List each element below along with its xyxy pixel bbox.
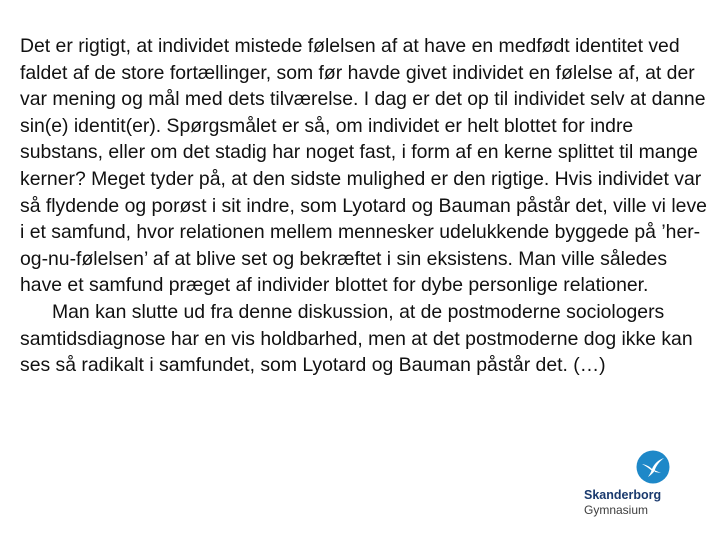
logo-subtitle: Gymnasium bbox=[584, 503, 649, 517]
paragraph-2: Man kan slutte ud fra denne diskussion, at de postmoderne sociologers samtidsdiagnose har en vis holdbarhed, men at det postmoderne dog ikke kan ses så radikalt i samfundet, som Lyotard og Bauman påstår det. (…) bbox=[20, 300, 693, 377]
swallow-bird-icon bbox=[636, 450, 670, 484]
paragraph-1: Det er rigtigt, at individet mistede følelsen af at have en medfødt identitet ved faldet af de store fortællinger, som før havde givet individet en følelse af, at der var mening og mål med dets tilværelse. I dag er det op til individet selv at danne sin(e) identit(er). Spørgsmålet er så, om individet er helt blottet for indre substans, eller om det stadig har noget fast, i form af en kerne splittet til mange kerner? Meget tyder på, at den sidste mulighed er den rigtige. Hvis individet var så flydende og porøst i sit indre, som Lyotard og Bauman påstår det, ville vi leve i et samfund, hvor relationen mellem mennesker udelukkende byggede på ’her-og-nu-følelsen’ af at blive set og bekræftet i sin eksistens. Man ville således have et samfund præget af individer blottet for dybe personlige relationer. bbox=[20, 35, 707, 297]
logo-name: Skanderborg bbox=[584, 488, 662, 502]
school-logo bbox=[582, 450, 692, 520]
body-text bbox=[20, 33, 710, 379]
